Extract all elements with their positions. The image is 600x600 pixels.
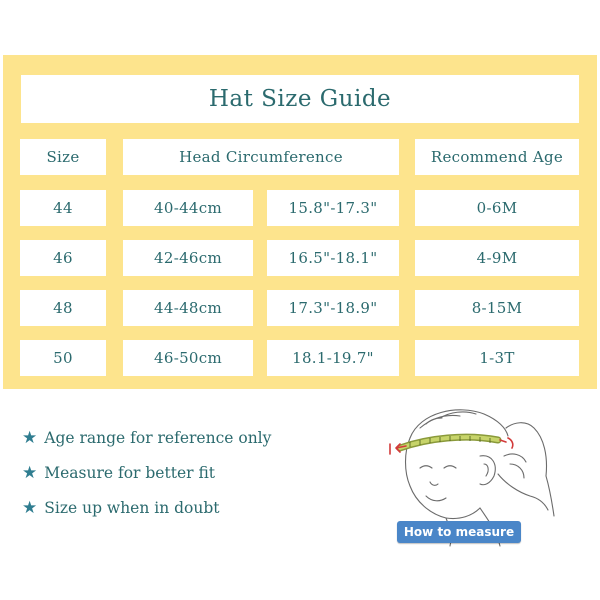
header-head-circumference: Head Circumference xyxy=(123,139,399,175)
note-item xyxy=(22,463,215,483)
row-44-size: 44 xyxy=(20,190,106,226)
row-46-inch: 16.5"-18.1" xyxy=(267,240,399,276)
row-48-inch: 17.3"-18.9" xyxy=(267,290,399,326)
note-text: Measure for better fit xyxy=(44,464,216,482)
row-46-cm: 42-46cm xyxy=(123,240,253,276)
row-46-size: 46 xyxy=(20,240,106,276)
row-48-cm: 44-48cm xyxy=(123,290,253,326)
row-44-age: 0-6M xyxy=(415,190,579,226)
row-50-size: 50 xyxy=(20,340,106,376)
row-48-size: 48 xyxy=(20,290,106,326)
row-44-cm: 40-44cm xyxy=(123,190,253,226)
how-to-measure-button[interactable]: How to measure xyxy=(397,521,521,543)
row-48-age: 8-15M xyxy=(415,290,579,326)
header-size: Size xyxy=(20,139,106,175)
star-icon: ★ xyxy=(22,498,38,518)
row-46-age: 4-9M xyxy=(415,240,579,276)
row-44-inch: 15.8"-17.3" xyxy=(267,190,399,226)
note-item xyxy=(22,498,220,518)
star-icon: ★ xyxy=(22,428,38,448)
row-50-cm: 46-50cm xyxy=(123,340,253,376)
star-icon: ★ xyxy=(22,463,38,483)
note-item xyxy=(22,428,271,448)
header-recommend-age: Recommend Age xyxy=(415,139,579,175)
row-50-age: 1-3T xyxy=(415,340,579,376)
size-guide-panel xyxy=(3,55,597,389)
guide-title: Hat Size Guide xyxy=(21,75,579,123)
note-text: Size up when in doubt xyxy=(44,499,220,517)
note-text: Age range for reference only xyxy=(44,429,272,447)
row-50-inch: 18.1-19.7" xyxy=(267,340,399,376)
